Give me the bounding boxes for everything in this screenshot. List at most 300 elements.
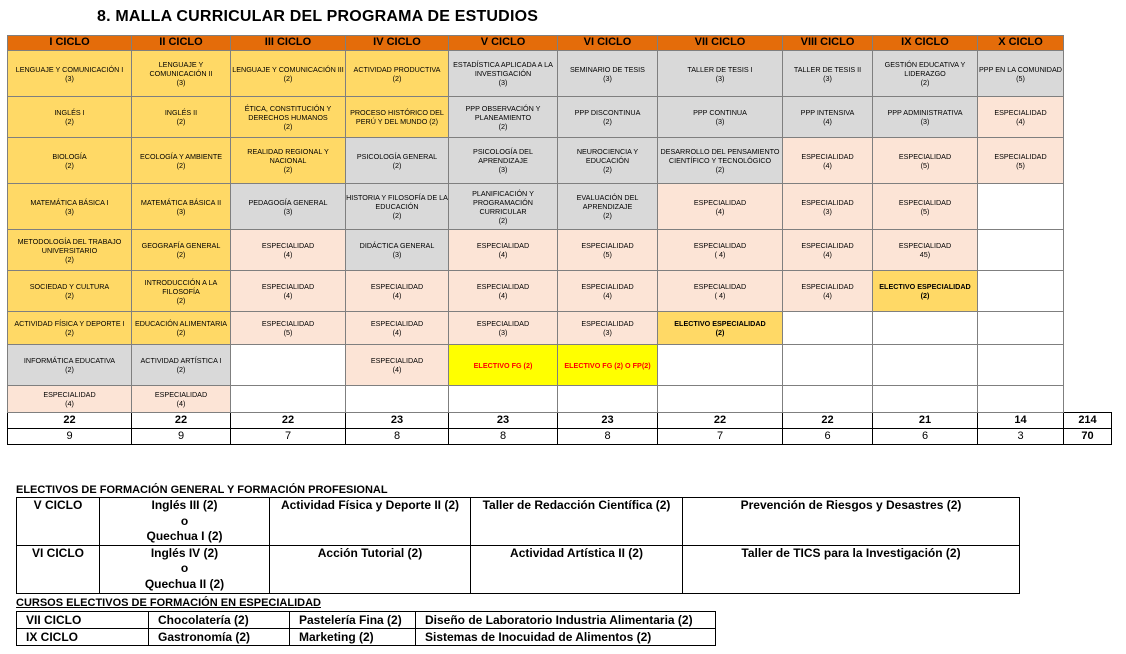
empty-cell	[978, 184, 1064, 230]
credit-total: 23	[346, 413, 449, 429]
course-count: 8	[449, 429, 558, 445]
credit-total: 23	[449, 413, 558, 429]
course-credits: (4)	[823, 160, 832, 170]
course-credits: (2)	[176, 365, 186, 374]
course-credits: (4)	[392, 328, 402, 337]
course-credits: (2)	[498, 215, 508, 225]
specialty-cycle: IX CICLO	[17, 629, 149, 646]
course-name: SOCIEDAD Y CULTURA	[29, 282, 110, 291]
course-name: GESTIÓN EDUCATIVA Y LIDERAZGO	[884, 60, 966, 78]
course-credits: (2)	[65, 291, 74, 300]
course-credits: (2)	[65, 365, 74, 374]
empty-cell	[658, 386, 783, 413]
course-credits: (3)	[65, 73, 74, 83]
course-name: ELECTIVO ESPECIALIDAD	[879, 282, 971, 291]
course-cell	[132, 230, 231, 271]
course-name: ESPECIALIDAD	[261, 241, 315, 250]
course-credits: (2)	[176, 160, 186, 170]
course-cell	[783, 230, 873, 271]
course-credits: (2)	[392, 211, 402, 220]
cycle-header: III CICLO	[231, 36, 346, 51]
course-cell	[132, 345, 231, 386]
course-credits: (2)	[176, 295, 186, 305]
course-cell	[978, 51, 1064, 97]
course-credits: (2)	[920, 291, 930, 300]
credit-grand-total: 214	[1064, 413, 1112, 429]
row-spacer	[1064, 138, 1112, 184]
course-credits: (3)	[823, 206, 832, 216]
course-cell	[873, 97, 978, 138]
course-cell	[558, 138, 658, 184]
course-name: LENGUAJE Y COMUNICACIÓN I	[15, 64, 124, 74]
course-credits: (2)	[603, 117, 612, 126]
course-cell	[231, 51, 346, 97]
course-name: ESPECIALIDAD	[693, 282, 747, 291]
course-credits: (4)	[498, 291, 508, 300]
course-name: PPP EN LA COMUNIDAD	[979, 64, 1062, 74]
empty-cell	[558, 386, 658, 413]
general-electives-title: ELECTIVOS DE FORMACIÓN GENERAL Y FORMACIÓN PROFESIONAL	[16, 484, 388, 496]
course-name: INFORMÁTICA EDUCATIVA	[23, 356, 116, 365]
course-name: INTRODUCCIÓN A LA FILOSOFÍA	[144, 277, 218, 296]
curriculum-grid	[7, 35, 1112, 445]
cycle-header: X CICLO	[978, 36, 1064, 51]
elective-cycle: V CICLO	[17, 498, 100, 546]
course-cell	[449, 51, 558, 97]
course-credits: (2)	[603, 211, 612, 220]
course-credits: (3)	[498, 165, 508, 174]
row-spacer	[1064, 51, 1112, 97]
course-cell	[132, 97, 231, 138]
course-credits: (2)	[65, 117, 74, 126]
course-credits: (5)	[1016, 73, 1025, 83]
cycle-header: VIII CICLO	[783, 36, 873, 51]
course-name: ESPECIALIDAD	[581, 282, 634, 291]
specialty-course: Pastelería Fina (2)	[290, 612, 416, 629]
course-name: ESPECIALIDAD	[994, 108, 1047, 117]
course-credits: (4)	[1016, 117, 1025, 126]
course-cell	[346, 184, 449, 230]
empty-cell	[978, 271, 1064, 312]
elective-course: Taller de Redacción Científica (2)	[471, 498, 683, 546]
course-cell	[978, 97, 1064, 138]
cycle-header: V CICLO	[449, 36, 558, 51]
cycle-header: IV CICLO	[346, 36, 449, 51]
course-cell	[8, 230, 132, 271]
credit-total: 22	[783, 413, 873, 429]
course-credits: (3)	[176, 78, 186, 87]
course-name: MATEMÁTICA BÁSICA II	[140, 197, 222, 207]
course-credits: (3)	[392, 250, 402, 259]
course-credits: (2)	[283, 165, 293, 174]
course-cell	[558, 312, 658, 345]
course-credits: (2)	[176, 328, 186, 337]
course-cell	[449, 230, 558, 271]
course-credits: (5)	[920, 206, 930, 216]
course-credits: (3)	[65, 206, 74, 216]
course-name: LENGUAJE Y COMUNICACIÓN III	[232, 64, 344, 74]
specialty-electives-table	[16, 611, 716, 646]
course-cell	[231, 97, 346, 138]
course-name: GEOGRAFÍA GENERAL	[141, 241, 221, 250]
specialty-course: Sistemas de Inocuidad de Alimentos (2)	[416, 629, 716, 646]
elective-option-or: o	[180, 513, 189, 528]
course-credits: (3)	[823, 73, 832, 83]
course-name: ESPECIALIDAD	[476, 282, 530, 291]
empty-cell	[783, 312, 873, 345]
course-cell	[231, 230, 346, 271]
page-title: 8. MALLA CURRICULAR DEL PROGRAMA DE ESTUDIOS	[97, 8, 539, 25]
course-cell	[132, 386, 231, 413]
course-name: ESPECIALIDAD	[801, 282, 854, 291]
empty-cell	[978, 312, 1064, 345]
course-cell	[8, 345, 132, 386]
credit-total: 22	[231, 413, 346, 429]
course-cell	[346, 51, 449, 97]
course-name: ESPECIALIDAD	[898, 151, 952, 161]
course-count: 9	[132, 429, 231, 445]
elective-option-b: Quechua II (2)	[144, 576, 225, 591]
course-cell	[449, 97, 558, 138]
cycle-header: IX CICLO	[873, 36, 978, 51]
course-count: 6	[783, 429, 873, 445]
course-credits: (2)	[65, 254, 74, 264]
course-cell	[873, 230, 978, 271]
course-cell	[783, 138, 873, 184]
row-spacer	[1064, 386, 1112, 413]
empty-cell	[231, 386, 346, 413]
course-cell	[231, 312, 346, 345]
course-cell	[132, 271, 231, 312]
credit-total: 14	[978, 413, 1064, 429]
course-credits: (2)	[65, 160, 74, 170]
course-name: ESPECIALIDAD	[581, 319, 634, 328]
course-cell	[658, 138, 783, 184]
course-name: PROCESO HISTÓRICO DEL PERÚ Y DEL MUNDO (2)	[350, 108, 444, 126]
empty-cell	[346, 386, 449, 413]
course-cell	[132, 138, 231, 184]
course-name: ESPECIALIDAD	[476, 319, 530, 328]
specialty-cycle: VII CICLO	[17, 612, 149, 629]
course-name: PPP OBSERVACIÓN Y PLANEAMIENTO	[465, 103, 541, 122]
course-cell	[658, 97, 783, 138]
course-cell	[558, 345, 658, 386]
course-name: DESARROLLO DEL PENSAMIENTO CIENTÍFICO Y TECNOLÓGICO	[660, 147, 780, 165]
course-name: ESPECIALIDAD	[898, 197, 952, 207]
empty-cell	[873, 345, 978, 386]
elective-course: Prevención de Riesgos y Desastres (2)	[683, 498, 1020, 546]
course-grand-total: 70	[1064, 429, 1112, 445]
course-name: LENGUAJE Y COMUNICACIÓN II	[149, 60, 213, 78]
course-credits: (4)	[823, 250, 832, 259]
cycle-header: VI CICLO	[558, 36, 658, 51]
course-credits: (3)	[715, 73, 725, 83]
course-name: HISTORIA Y FILOSOFÍA DE LA EDUCACIÓN	[346, 193, 448, 211]
course-name: ACTIVIDAD FÍSICA Y DEPORTE I	[14, 319, 125, 328]
course-cell	[8, 271, 132, 312]
course-count: 8	[558, 429, 658, 445]
course-cell	[449, 184, 558, 230]
row-spacer	[1064, 312, 1112, 345]
course-cell	[132, 51, 231, 97]
course-credits: (3)	[176, 206, 186, 216]
course-name: ELECTIVO FG (2)	[473, 360, 533, 370]
course-name: INGLÉS I	[54, 108, 85, 117]
elective-option-or: o	[180, 561, 189, 576]
course-count: 7	[658, 429, 783, 445]
empty-cell	[658, 345, 783, 386]
course-name: ESPECIALIDAD	[801, 197, 854, 207]
course-name: PSICOLOGÍA DEL APRENDIZAJE	[473, 147, 533, 165]
course-credits: (5)	[1016, 160, 1025, 170]
course-name: ELECTIVO FG (2) O FP(2)	[564, 360, 651, 370]
course-count: 3	[978, 429, 1064, 445]
course-credits: (2)	[715, 328, 725, 337]
course-credits: (4)	[392, 291, 402, 300]
course-cell	[449, 138, 558, 184]
course-name: ESPECIALIDAD	[154, 390, 208, 399]
course-cell	[346, 97, 449, 138]
course-name: EVALUACIÓN DEL APRENDIZAJE	[576, 193, 639, 211]
course-name: ACTIVIDAD ARTÍSTICA I	[140, 356, 222, 365]
empty-cell	[978, 345, 1064, 386]
course-credits: (2)	[176, 117, 186, 126]
course-name: NEUROCIENCIA Y EDUCACIÓN	[576, 147, 639, 165]
course-credits: (3)	[498, 78, 508, 87]
course-cell	[658, 184, 783, 230]
course-name: PSICOLOGÍA GENERAL	[356, 151, 438, 161]
credit-total: 22	[658, 413, 783, 429]
elective-option-b: Quechua I (2)	[146, 529, 223, 544]
specialty-electives-title: CURSOS ELECTIVOS DE FORMACIÓN EN ESPECIALIDAD	[16, 597, 321, 609]
course-name: SEMINARIO DE TESIS	[570, 64, 645, 74]
row-spacer	[1064, 271, 1112, 312]
course-cell	[346, 271, 449, 312]
course-credits: (5)	[603, 250, 612, 259]
course-credits: (2)	[603, 165, 612, 174]
course-name: PPP ADMINISTRATIVA	[887, 108, 963, 117]
course-cell	[978, 138, 1064, 184]
elective-course: Actividad Artística II (2)	[471, 545, 683, 593]
course-cell	[346, 230, 449, 271]
course-cell	[346, 345, 449, 386]
course-name: ESPECIALIDAD	[994, 151, 1047, 161]
course-cell	[783, 97, 873, 138]
cycle-header: I CICLO	[8, 36, 132, 51]
course-name: ESPECIALIDAD	[476, 241, 530, 250]
course-credits: (2)	[715, 165, 725, 174]
course-cell	[8, 51, 132, 97]
course-credits: (5)	[920, 160, 930, 170]
course-credits: (4)	[176, 399, 186, 408]
course-name: ESPECIALIDAD	[370, 319, 424, 328]
course-name: ACTIVIDAD PRODUCTIVA	[353, 64, 441, 74]
credit-total: 22	[132, 413, 231, 429]
course-name: ESPECIALIDAD	[43, 390, 96, 399]
elective-course: Actividad Física y Deporte II (2)	[270, 498, 471, 546]
course-name: EDUCACIÓN ALIMENTARIA	[134, 319, 228, 328]
empty-cell	[783, 345, 873, 386]
elective-option-a: Inglés III (2)	[151, 498, 218, 512]
course-cell	[231, 138, 346, 184]
course-credits: (2)	[283, 121, 293, 131]
course-cell	[8, 312, 132, 345]
course-credits: (2)	[65, 328, 74, 337]
course-credits: (4)	[65, 399, 74, 408]
course-credits: (2)	[498, 121, 508, 131]
row-spacer	[1064, 184, 1112, 230]
course-cell	[231, 271, 346, 312]
credit-total: 23	[558, 413, 658, 429]
specialty-course: Chocolatería (2)	[149, 612, 290, 629]
course-cell	[8, 386, 132, 413]
course-name: ESPECIALIDAD	[693, 241, 747, 250]
course-name: ESPECIALIDAD	[370, 282, 424, 291]
course-name: ESPECIALIDAD	[581, 241, 634, 250]
course-name: ESPECIALIDAD	[261, 319, 315, 328]
course-name: PPP INTENSIVA	[800, 108, 855, 117]
course-credits: (4)	[498, 250, 508, 259]
course-credits: ( 4)	[714, 291, 726, 300]
course-cell	[8, 97, 132, 138]
course-credits: (4)	[283, 291, 293, 300]
course-cell	[658, 271, 783, 312]
course-name: BIOLOGÍA	[52, 151, 87, 161]
course-cell	[783, 184, 873, 230]
course-credits: (3)	[603, 73, 612, 83]
specialty-course: Marketing (2)	[290, 629, 416, 646]
course-name: DIDÁCTICA GENERAL	[359, 241, 435, 250]
row-spacer	[1064, 345, 1112, 386]
course-name: PEDAGOGÍA GENERAL	[248, 197, 328, 207]
course-credits: (2)	[392, 73, 402, 83]
specialty-course: Gastronomía (2)	[149, 629, 290, 646]
course-name: TALLER DE TESIS II	[793, 64, 862, 74]
elective-option-a: Inglés IV (2)	[150, 545, 219, 560]
general-electives-table	[16, 497, 1020, 594]
elective-cycle: VI CICLO	[17, 545, 100, 593]
course-credits: (2)	[176, 250, 186, 259]
course-name: ÉTICA, CONSTITUCIÓN Y DERECHOS HUMANOS	[244, 103, 332, 122]
course-credits: (3)	[715, 117, 725, 126]
course-cell	[231, 184, 346, 230]
course-name: ESPECIALIDAD	[370, 356, 424, 365]
course-cell	[783, 51, 873, 97]
course-cell	[558, 184, 658, 230]
course-cell	[873, 51, 978, 97]
course-name: TALLER DE TESIS I	[687, 64, 753, 74]
course-cell	[346, 312, 449, 345]
course-credits: (5)	[283, 328, 293, 337]
row-spacer	[1064, 230, 1112, 271]
course-credits: (4)	[823, 117, 832, 126]
header-spacer	[1064, 36, 1112, 51]
elective-course: Taller de TICS para la Investigación (2)	[683, 545, 1020, 593]
course-cell	[449, 345, 558, 386]
course-count: 9	[8, 429, 132, 445]
course-credits: (3)	[920, 117, 930, 126]
empty-cell	[978, 230, 1064, 271]
course-credits: ( 4)	[714, 250, 726, 259]
course-cell	[558, 97, 658, 138]
course-cell	[783, 271, 873, 312]
elective-language-option	[100, 498, 270, 546]
course-credits: (3)	[603, 328, 612, 337]
course-name: ECOLOGÍA Y AMBIENTE	[139, 151, 223, 161]
course-credits: (3)	[283, 206, 293, 216]
course-credits: (2)	[283, 73, 293, 83]
row-spacer	[1064, 97, 1112, 138]
empty-cell	[449, 386, 558, 413]
course-cell	[558, 51, 658, 97]
course-name: ESPECIALIDAD	[898, 241, 952, 250]
course-cell	[558, 271, 658, 312]
course-cell	[346, 138, 449, 184]
elective-language-option	[100, 545, 270, 593]
course-name: MATEMÁTICA BÁSICA I	[30, 197, 109, 207]
specialty-course: Diseño de Laboratorio Industria Alimentaria (2)	[416, 612, 716, 629]
course-cell	[8, 138, 132, 184]
course-name: ESPECIALIDAD	[801, 241, 854, 250]
empty-cell	[783, 386, 873, 413]
course-name: ESPECIALIDAD	[693, 197, 747, 207]
course-cell	[132, 312, 231, 345]
empty-cell	[873, 386, 978, 413]
course-credits: (4)	[603, 291, 612, 300]
course-credits: (4)	[715, 206, 725, 216]
course-name: ESPECIALIDAD	[261, 282, 315, 291]
credit-total: 22	[8, 413, 132, 429]
course-credits: (2)	[920, 78, 930, 87]
course-credits: (3)	[498, 328, 508, 337]
course-name: ELECTIVO ESPECIALIDAD	[674, 319, 766, 328]
course-cell	[873, 184, 978, 230]
course-cell	[132, 184, 231, 230]
course-count: 8	[346, 429, 449, 445]
course-cell	[873, 138, 978, 184]
course-count: 6	[873, 429, 978, 445]
course-cell	[449, 312, 558, 345]
course-name: ESPECIALIDAD	[801, 151, 854, 161]
elective-course: Acción Tutorial (2)	[270, 545, 471, 593]
course-name: PPP DISCONTINUA	[574, 108, 641, 117]
course-name: INGLÉS II	[164, 108, 198, 117]
empty-cell	[231, 345, 346, 386]
course-name: ESTADÍSTICA APLICADA A LA INVESTIGACIÓN	[453, 60, 553, 78]
course-cell	[558, 230, 658, 271]
empty-cell	[978, 386, 1064, 413]
course-cell	[658, 51, 783, 97]
course-count: 7	[231, 429, 346, 445]
course-name: PLANIFICACIÓN Y PROGRAMACIÓN CURRICULAR	[472, 188, 534, 216]
course-credits: (4)	[392, 365, 402, 374]
cycle-header: VII CICLO	[658, 36, 783, 51]
course-name: METODOLOGÍA DEL TRABAJO UNIVERSITARIO	[17, 236, 122, 255]
course-name: PPP CONTINUA	[693, 108, 747, 117]
course-name: REALIDAD REGIONAL Y NACIONAL	[247, 147, 329, 165]
course-cell	[449, 271, 558, 312]
course-credits: (2)	[392, 160, 402, 170]
course-credits: (4)	[283, 250, 293, 259]
course-cell	[8, 184, 132, 230]
course-cell	[658, 230, 783, 271]
course-credits: (4)	[823, 291, 832, 300]
cycle-header: II CICLO	[132, 36, 231, 51]
course-credits: 45)	[919, 250, 931, 259]
credit-total: 21	[873, 413, 978, 429]
empty-cell	[873, 312, 978, 345]
course-cell	[873, 271, 978, 312]
